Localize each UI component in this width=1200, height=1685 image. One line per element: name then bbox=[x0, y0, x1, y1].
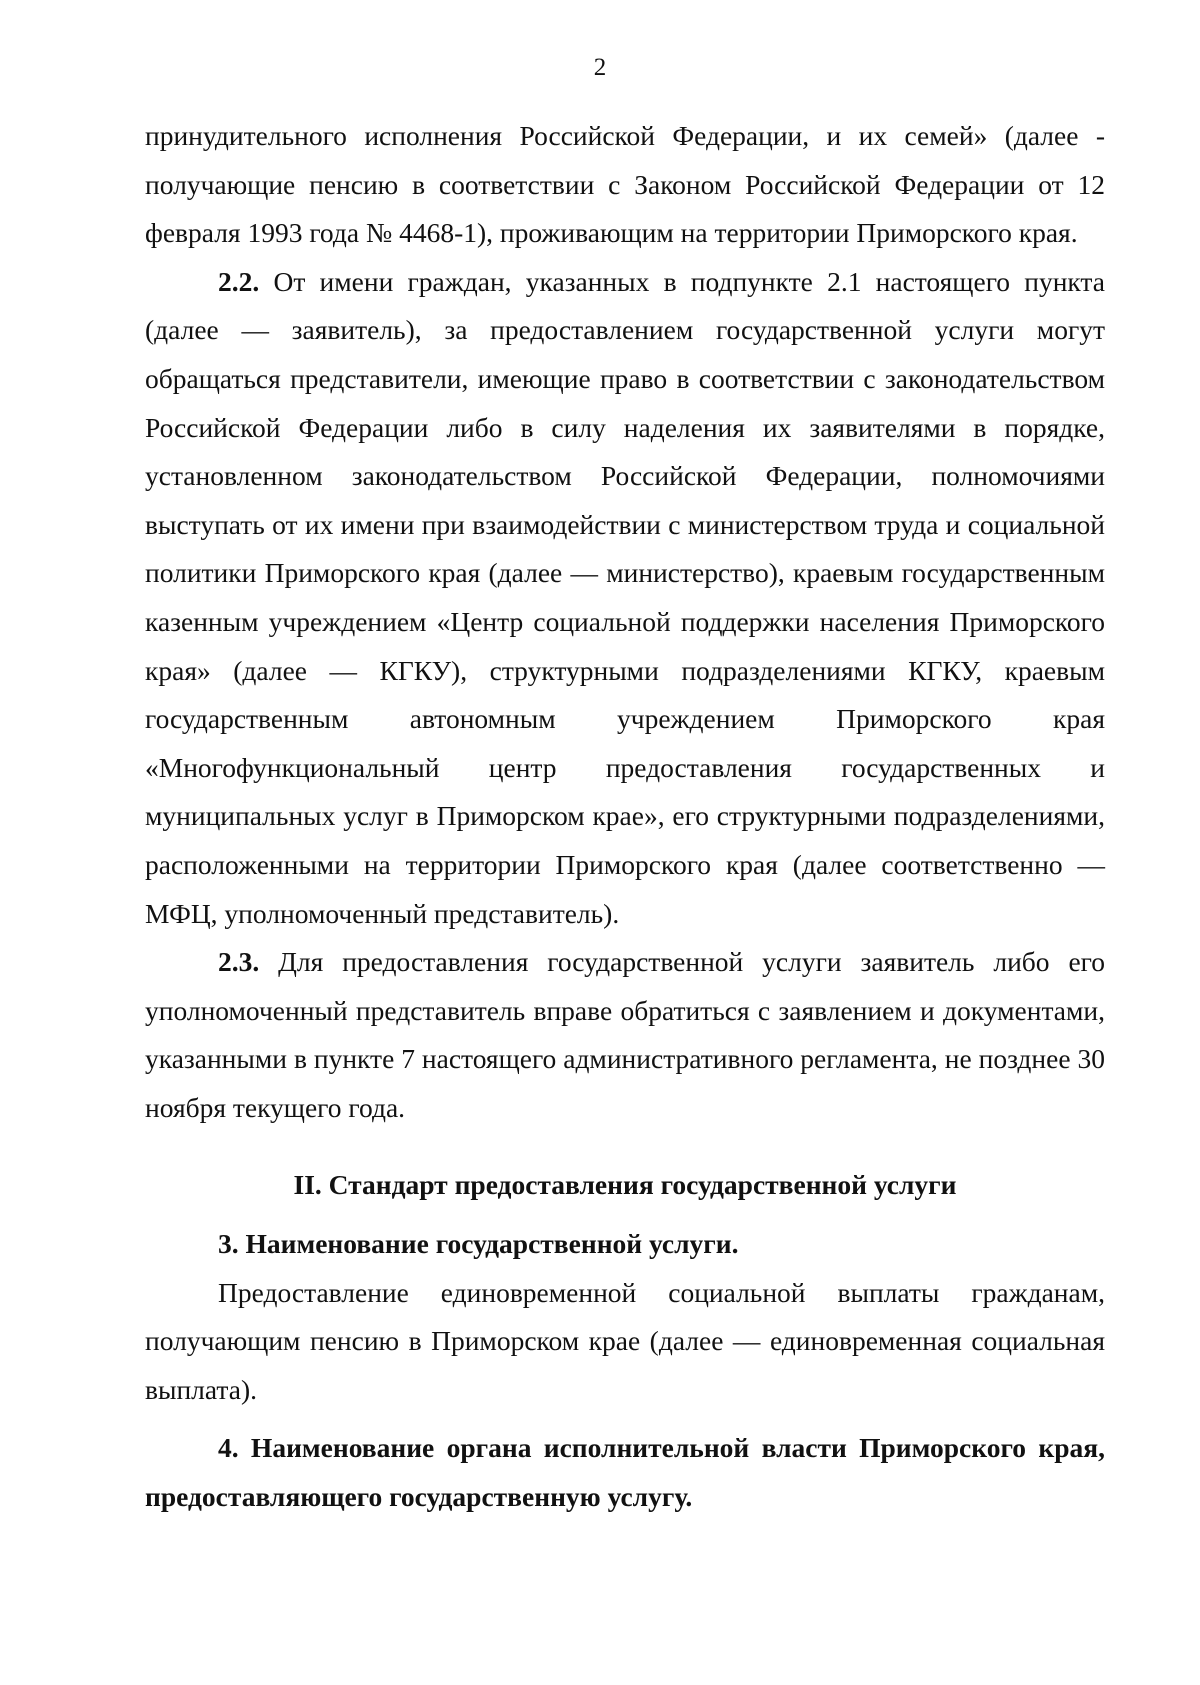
paragraph-2-3 bbox=[145, 938, 1105, 1132]
clause-text: Для предоставления государственной услуги заявитель либо его уполномоченный представитель вправе обратиться с заявлением и документами, указанными в пункте 7 настоящего административного регламента, не позднее 30 ноября текущего года. bbox=[145, 946, 1105, 1123]
page-number: 2 bbox=[593, 54, 607, 81]
paragraph-continuation: принудительного исполнения Российской Федерации, и их семей» (далее - получающие пенсию в соответствии с Законом Российской Федерации от 12 февраля 1993 года № 4468-1), проживающим на территории Приморского края. bbox=[145, 120, 1105, 249]
clause-number: 2.3. bbox=[218, 946, 260, 978]
document-body bbox=[145, 112, 1105, 1522]
clause-number: 2.2. bbox=[218, 265, 260, 297]
item-3-heading: 3. Наименование государственной услуги. bbox=[218, 1228, 739, 1260]
item-4-heading: 4. Наименование органа исполнительной власти Приморского края, предоставляющего государственную услугу. bbox=[145, 1432, 1105, 1513]
section-title: II. Стандарт предоставления государственной услуги bbox=[293, 1169, 957, 1201]
clause-text: От имени граждан, указанных в подпункте 2.1 настоящего пункта (далее — заявитель), за предоставлением государственной услуги могут обращаться представители, имеющие право в соответствии с законодательством Российской Федерации либо в силу наделения их заявителями в порядке, установленном законодательством Российской Федерации, полномочиями выступать от их имени при взаимодействии с министерством труда и социальной политики Приморского края (далее — министерство), краевым государственным казенным учреждением «Центр социальной поддержки населения Приморского края» (далее — КГКУ), структурными подразделениями КГКУ, краевым государственным автономным учреждением Приморского края «Многофункциональный центр предоставления государственных и муниципальных услуг в Приморском крае», его структурными подразделениями, расположенными на территории Приморского края (далее соответственно — МФЦ, уполномоченный представитель). bbox=[145, 265, 1105, 929]
paragraph-2-2 bbox=[145, 258, 1105, 938]
item-3-text: Предоставление единовременной социальной выплаты гражданам, получающим пенсию в Приморском крае (далее — единовременная социальная выплата). bbox=[145, 1276, 1105, 1405]
